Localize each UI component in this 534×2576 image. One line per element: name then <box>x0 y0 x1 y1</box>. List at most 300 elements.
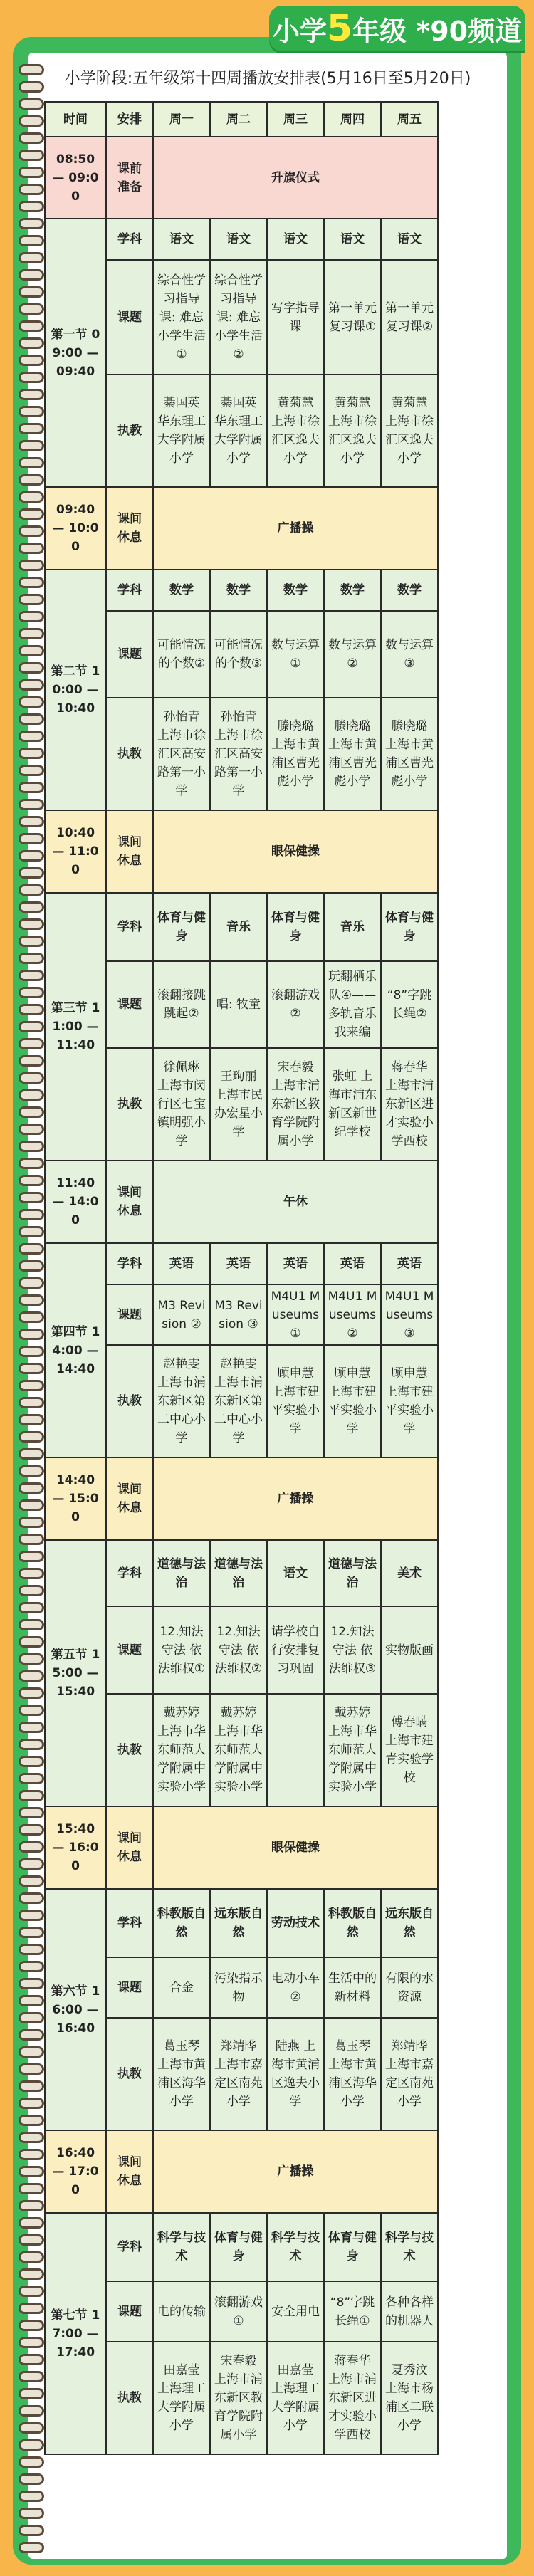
topic-cell: “8”字跳长绳① <box>324 2281 381 2342</box>
teacher-cell: 赵艳雯 上海市浦东新区第二中心小学 <box>153 1345 210 1457</box>
time-cell: 15:40 — 16:00 <box>45 1806 106 1889</box>
schedule-table <box>44 101 439 2455</box>
binder-ring <box>19 1875 44 1887</box>
binder-ring <box>19 936 44 947</box>
subject-cell: 英语 <box>381 1243 438 1284</box>
subject-cell: 语文 <box>324 219 381 260</box>
binder-ring <box>19 201 44 212</box>
binder-ring <box>19 1380 44 1391</box>
binder-ring <box>19 2046 44 2058</box>
row-label-topic: 课题 <box>106 260 153 375</box>
binder-ring <box>19 1807 44 1818</box>
binder-ring <box>19 2337 44 2348</box>
teacher-cell: 郑靖晔 上海市嘉定区南苑小学 <box>210 2018 267 2130</box>
row-label-subject: 学科 <box>106 2213 153 2281</box>
break-content: 眼保健操 <box>153 1806 438 1889</box>
subject-cell: 体育与健身 <box>153 893 210 961</box>
teacher-cell: 田嘉莹 上海理工大学附属小学 <box>153 2342 210 2454</box>
binder-ring <box>19 2422 44 2434</box>
topic-cell: 实物版画 <box>381 1606 438 1694</box>
topic-cell: 请学校自行安排复习巩固 <box>267 1606 324 1694</box>
binder-ring <box>19 2012 44 2023</box>
topic-cell: M3 Revision ③ <box>210 1284 267 1345</box>
binder-ring <box>19 1841 44 1853</box>
subject-cell: 语文 <box>153 219 210 260</box>
subject-cell: 英语 <box>153 1243 210 1284</box>
binder-ring <box>19 1602 44 1613</box>
break-content: 眼保健操 <box>153 810 438 893</box>
binder-ring <box>19 987 44 998</box>
binder-ring <box>19 252 44 263</box>
header-cell: 时间 <box>45 102 106 137</box>
header-cell: 周四 <box>324 102 381 137</box>
break-content: 午休 <box>153 1161 438 1243</box>
teacher-cell: 顾申慧 上海市建平实验小学 <box>267 1345 324 1457</box>
teacher-cell: 黄菊慧 上海市徐汇区逸夫小学 <box>324 375 381 487</box>
binder-ring <box>19 1226 44 1237</box>
teacher-cell: 孙怡青 上海市徐汇区高安路第一小学 <box>210 698 267 810</box>
binder-ring <box>19 1687 44 1699</box>
period-subject-row <box>45 2213 438 2281</box>
header-cell: 周一 <box>153 102 210 137</box>
subject-cell: 科教版自然 <box>324 1889 381 1957</box>
binder-ring <box>19 457 44 468</box>
teacher-cell: 孙怡青 上海市徐汇区高安路第一小学 <box>153 698 210 810</box>
binder-ring <box>19 235 44 246</box>
badge-prefix: 小学 <box>272 16 327 47</box>
binder-ring <box>19 1448 44 1460</box>
subject-cell: 英语 <box>267 1243 324 1284</box>
row-label-teacher: 执教 <box>106 1345 153 1457</box>
binder-ring <box>19 355 44 366</box>
break-row <box>45 810 438 893</box>
binder-ring <box>19 2063 44 2075</box>
binder-ring <box>19 1106 44 1118</box>
teacher-cell: 黄菊慧 上海市徐汇区逸夫小学 <box>381 375 438 487</box>
row-label-topic: 课题 <box>106 961 153 1048</box>
binder-ring <box>19 2405 44 2417</box>
binder-ring <box>19 150 44 161</box>
row-label-subject: 学科 <box>106 1243 153 1284</box>
break-row <box>45 1457 438 1540</box>
binder-ring <box>19 303 44 315</box>
topic-cell: M4U1 Museums② <box>324 1284 381 1345</box>
binder-ring <box>19 491 44 503</box>
binder-ring <box>19 1363 44 1374</box>
teacher-cell: 戴苏婷 上海市华东师范大学附属中实验小学 <box>153 1694 210 1806</box>
binder-ring <box>19 2149 44 2160</box>
teacher-cell: 戴苏婷 上海市华东师范大学附属中实验小学 <box>324 1694 381 1806</box>
binder-ring <box>19 269 44 281</box>
binder-ring <box>19 1824 44 1836</box>
binder-ring <box>19 731 44 742</box>
binder-ring <box>19 2115 44 2126</box>
binder-ring <box>19 2508 44 2519</box>
binder-ring <box>19 406 44 417</box>
binder-ring <box>19 1636 44 1648</box>
time-cell: 09:40 — 10:00 <box>45 487 106 570</box>
subject-cell: 数学 <box>267 570 324 611</box>
row-label-topic: 课题 <box>106 2281 153 2342</box>
teacher-cell <box>267 1694 324 1806</box>
binder-ring <box>19 184 44 195</box>
topic-cell: 生活中的新材料 <box>324 1957 381 2018</box>
binder-ring <box>19 850 44 862</box>
binder-ring <box>19 662 44 674</box>
row-label-teacher: 执教 <box>106 1694 153 1806</box>
ceremony-content: 升旗仪式 <box>153 137 438 219</box>
badge-suffix: 年级 *90频道 <box>352 16 523 47</box>
binder-ring <box>19 1670 44 1682</box>
period-label: 第七节 17:00 — 17:40 <box>45 2213 106 2454</box>
period-subject-row <box>45 893 438 961</box>
topic-cell: 唱: 牧童 <box>210 961 267 1048</box>
binder-ring <box>19 2320 44 2331</box>
binder-ring <box>19 1858 44 1870</box>
subject-cell: 体育与健身 <box>267 893 324 961</box>
period-label: 第二节 10:00 — 10:40 <box>45 570 106 810</box>
teacher-cell: 张虹 上海市浦东新区新世纪学校 <box>324 1048 381 1161</box>
row-label-subject: 学科 <box>106 893 153 961</box>
period-label: 第四节 14:00 — 14:40 <box>45 1243 106 1457</box>
teacher-cell: 宋春毅 上海市浦东新区教育学院附属小学 <box>267 1048 324 1161</box>
binder-ring <box>19 645 44 656</box>
row-label-subject: 学科 <box>106 1540 153 1606</box>
time-cell: 11:40 — 14:00 <box>45 1161 106 1243</box>
plan-cell: 课间 休息 <box>106 810 153 893</box>
binder-ring <box>19 1910 44 1921</box>
binder-ring <box>19 423 44 434</box>
period-subject-row <box>45 1243 438 1284</box>
period-label: 第五节 15:00 — 15:40 <box>45 1540 106 1806</box>
binder-ring <box>19 901 44 913</box>
binder-ring <box>19 628 44 639</box>
teacher-cell: 蒋春华 上海市浦东新区进才实验小学西校 <box>381 1048 438 1161</box>
subject-cell: 语文 <box>210 219 267 260</box>
binder-ring <box>19 696 44 708</box>
binder-ring <box>19 1499 44 1511</box>
row-label-teacher: 执教 <box>106 2342 153 2454</box>
row-label-topic: 课题 <box>106 611 153 698</box>
row-label-topic: 课题 <box>106 1957 153 2018</box>
header-row <box>45 102 438 137</box>
topic-cell: 第一单元复习课① <box>324 260 381 375</box>
binder-ring <box>19 1243 44 1255</box>
subject-cell: 语文 <box>267 1540 324 1606</box>
teacher-cell: 陆燕 上海市黄浦区逸夫小学 <box>267 2018 324 2130</box>
header-cell: 周五 <box>381 102 438 137</box>
subject-cell: 英语 <box>324 1243 381 1284</box>
plan-cell: 课间 休息 <box>106 2130 153 2213</box>
subject-cell: 体育与健身 <box>210 2213 267 2281</box>
period-label: 第一节 09:00 — 09:40 <box>45 219 106 487</box>
plan-cell: 课间 休息 <box>106 1806 153 1889</box>
binder-ring <box>19 2251 44 2263</box>
binder-ring <box>19 918 44 930</box>
row-label-topic: 课题 <box>106 1606 153 1694</box>
binder-ring <box>19 2388 44 2399</box>
binder-ring <box>19 2217 44 2229</box>
subject-cell: 英语 <box>210 1243 267 1284</box>
teacher-cell: 滕晓璐 上海市黄浦区曹光彪小学 <box>381 698 438 810</box>
topic-cell: 各种各样的机器人 <box>381 2281 438 2342</box>
teacher-cell: 徐佩琳 上海市闵行区七宝镇明强小学 <box>153 1048 210 1161</box>
topic-cell: “8”字跳长绳② <box>381 961 438 1048</box>
topic-cell: 综合性学习指导课: 难忘小学生活② <box>210 260 267 375</box>
break-content: 广播操 <box>153 1457 438 1540</box>
topic-cell: 可能情况的个数③ <box>210 611 267 698</box>
binder-ring <box>19 2525 44 2536</box>
break-row <box>45 1806 438 1889</box>
binder-ring <box>19 525 44 537</box>
subject-cell: 数学 <box>381 570 438 611</box>
page-title: 小学阶段:五年级第十四周播放安排表(5月16日至5月20日) <box>64 70 471 88</box>
binder-ring <box>19 1141 44 1152</box>
topic-cell: 合金 <box>153 1957 210 2018</box>
break-content: 广播操 <box>153 487 438 570</box>
topic-cell: 电的传输 <box>153 2281 210 2342</box>
teacher-cell: 顾申慧 上海市建平实验小学 <box>324 1345 381 1457</box>
row-label-topic: 课题 <box>106 1284 153 1345</box>
binder-ring <box>19 1072 44 1084</box>
binder-ring <box>19 1431 44 1443</box>
teacher-cell: 葛玉琴 上海市黄浦区海华小学 <box>324 2018 381 2130</box>
plan-cell: 课前 准备 <box>106 137 153 219</box>
subject-cell: 数学 <box>153 570 210 611</box>
binder-ring <box>19 1619 44 1630</box>
binder-ring <box>19 577 44 588</box>
binder-ring <box>19 1021 44 1032</box>
subject-cell: 劳动技术 <box>267 1889 324 1957</box>
subject-cell: 远东版自然 <box>381 1889 438 1957</box>
topic-cell: 12.知法守法 依法维权③ <box>324 1606 381 1694</box>
binder-ring <box>19 1346 44 1357</box>
binder-ring <box>19 1294 44 1306</box>
subject-cell: 科学与技术 <box>381 2213 438 2281</box>
binder-ring <box>19 218 44 229</box>
binder-ring <box>19 2371 44 2382</box>
binder-ring <box>19 765 44 776</box>
binder-ring <box>19 2234 44 2246</box>
row-label-teacher: 执教 <box>106 375 153 487</box>
binder-ring <box>19 320 44 332</box>
binder-ring <box>19 1482 44 1494</box>
time-cell: 10:40 — 11:00 <box>45 810 106 893</box>
subject-cell: 音乐 <box>324 893 381 961</box>
binder-ring <box>19 2098 44 2109</box>
plan-cell: 课间 休息 <box>106 1457 153 1540</box>
binder-ring <box>19 713 44 725</box>
binder-ring <box>19 337 44 349</box>
topic-cell: 12.知法守法 依法维权② <box>210 1606 267 1694</box>
binder-ring <box>19 372 44 383</box>
binder-ring <box>19 286 44 298</box>
binder-ring <box>19 1944 44 1955</box>
binder-ring <box>19 2200 44 2211</box>
subject-cell: 体育与健身 <box>324 2213 381 2281</box>
badge-grade: 5 <box>326 7 353 50</box>
teacher-cell: 田嘉莹 上海理工大学附属小学 <box>267 2342 324 2454</box>
break-content: 广播操 <box>153 2130 438 2213</box>
binder-ring <box>19 1978 44 1989</box>
topic-cell: 数与运算③ <box>381 611 438 698</box>
binder-ring <box>19 2491 44 2502</box>
subject-cell: 语文 <box>381 219 438 260</box>
binder-ring <box>19 1277 44 1289</box>
teacher-cell: 戴苏婷 上海市华东师范大学附属中实验小学 <box>210 1694 267 1806</box>
topic-cell: 可能情况的个数② <box>153 611 210 698</box>
teacher-cell: 顾申慧 上海市建平实验小学 <box>381 1345 438 1457</box>
binder-ring <box>19 748 44 759</box>
binder-ring <box>19 833 44 844</box>
teacher-cell: 綦国英 华东理工大学附属小学 <box>153 375 210 487</box>
teacher-cell: 傅春瞒 上海市建青实验学校 <box>381 1694 438 1806</box>
binder-ring <box>19 1961 44 1972</box>
topic-cell: 有限的水资源 <box>381 1957 438 2018</box>
plan-cell: 课间 休息 <box>106 487 153 570</box>
binder-ring <box>19 1739 44 1750</box>
period-label: 第三节 11:00 — 11:40 <box>45 893 106 1161</box>
binder-ring <box>19 2132 44 2143</box>
row-label-teacher: 执教 <box>106 2018 153 2130</box>
binder-ring <box>19 1568 44 1579</box>
teacher-cell: 赵艳雯 上海市浦东新区第二中心小学 <box>210 1345 267 1457</box>
binder-ring <box>19 1892 44 1904</box>
topic-cell: 数与运算② <box>324 611 381 698</box>
binder-ring <box>19 1517 44 1528</box>
binder-ring <box>19 884 44 896</box>
binder-ring <box>19 2080 44 2092</box>
binder-ring <box>19 132 44 144</box>
topic-cell: 数与运算① <box>267 611 324 698</box>
teacher-cell: 王珣丽 上海市民办宏星小学 <box>210 1048 267 1161</box>
binder-ring <box>19 867 44 879</box>
binder-ring <box>19 594 44 605</box>
binder-ring <box>19 1158 44 1169</box>
binder-ring <box>19 2542 44 2553</box>
binder-ring <box>19 2439 44 2451</box>
plan-cell: 课间 休息 <box>106 1161 153 1243</box>
binder-ring <box>19 2029 44 2041</box>
binder-ring <box>19 508 44 520</box>
binder-ring <box>19 1995 44 2006</box>
teacher-cell: 郑靖晔 上海市嘉定区南苑小学 <box>381 2018 438 2130</box>
ceremony-row <box>45 137 438 219</box>
topic-cell: 安全用电 <box>267 2281 324 2342</box>
binder-ring <box>19 2456 44 2468</box>
binder-ring <box>19 1534 44 1545</box>
binder-ring <box>19 2303 44 2314</box>
binder-ring <box>19 1089 44 1101</box>
binder-ring <box>19 611 44 622</box>
break-row <box>45 1161 438 1243</box>
header-cell: 周二 <box>210 102 267 137</box>
channel-badge <box>269 6 525 51</box>
subject-cell: 音乐 <box>210 893 267 961</box>
time-cell: 16:40 — 17:00 <box>45 2130 106 2213</box>
binder-ring <box>19 1397 44 1408</box>
subject-cell: 道德与法治 <box>324 1540 381 1606</box>
binder-ring <box>19 543 44 554</box>
subject-cell: 美术 <box>381 1540 438 1606</box>
binder-ring <box>19 1004 44 1015</box>
topic-cell: M4U1 Museums③ <box>381 1284 438 1345</box>
binder-ring <box>19 2166 44 2177</box>
binder-ring <box>19 1756 44 1767</box>
binder-ring <box>19 167 44 178</box>
binder-ring <box>19 1175 44 1186</box>
binder-ring <box>19 799 44 810</box>
period-subject-row <box>45 570 438 611</box>
binder-ring <box>19 1790 44 1801</box>
period-label: 第六节 16:00 — 16:40 <box>45 1889 106 2130</box>
period-subject-row <box>45 1540 438 1606</box>
binder-ring <box>19 970 44 981</box>
row-label-teacher: 执教 <box>106 698 153 810</box>
binder-ring <box>19 2286 44 2297</box>
binder-ring <box>19 1722 44 1733</box>
binder-ring <box>19 1124 44 1135</box>
binder-ring <box>19 389 44 400</box>
subject-cell: 科教版自然 <box>153 1889 210 1957</box>
topic-cell: 玩翻栖乐队④——多轨音乐我来编 <box>324 961 381 1048</box>
topic-cell: 电动小车② <box>267 1957 324 2018</box>
binder-ring <box>19 1055 44 1067</box>
binder-ring <box>19 1038 44 1049</box>
binder-ring <box>19 1311 44 1323</box>
binder-ring <box>19 1773 44 1784</box>
binder-ring <box>19 1209 44 1220</box>
row-label-teacher: 执教 <box>106 1048 153 1161</box>
topic-cell: 写字指导课 <box>267 260 324 375</box>
teacher-cell: 宋春毅 上海市浦东新区教育学院附属小学 <box>210 2342 267 2454</box>
topic-cell: M3 Revision ② <box>153 1284 210 1345</box>
binder-ring <box>19 2183 44 2194</box>
binder-ring <box>19 560 44 571</box>
teacher-cell: 葛玉琴 上海市黄浦区海华小学 <box>153 2018 210 2130</box>
topic-cell: 滚翻游戏① <box>210 2281 267 2342</box>
subject-cell: 科学与技术 <box>153 2213 210 2281</box>
binder-ring <box>19 679 44 691</box>
period-subject-row <box>45 1889 438 1957</box>
teacher-cell: 滕晓璐 上海市黄浦区曹光彪小学 <box>324 698 381 810</box>
subject-cell: 科学与技术 <box>267 2213 324 2281</box>
teacher-cell: 滕晓璐 上海市黄浦区曹光彪小学 <box>267 698 324 810</box>
binder-ring <box>19 1705 44 1716</box>
binder-ring <box>19 98 44 110</box>
row-label-subject: 学科 <box>106 570 153 611</box>
topic-cell: 综合性学习指导课: 难忘小学生活① <box>153 260 210 375</box>
time-cell: 08:50 — 09:00 <box>45 137 106 219</box>
binder-ring <box>19 1414 44 1425</box>
binder-ring <box>19 2473 44 2485</box>
period-subject-row <box>45 219 438 260</box>
binder-ring <box>19 1465 44 1477</box>
time-cell: 14:40 — 15:00 <box>45 1457 106 1540</box>
row-label-subject: 学科 <box>106 219 153 260</box>
binder-ring <box>19 1260 44 1272</box>
binder-ring <box>19 1653 44 1665</box>
binder-ring <box>19 1585 44 1596</box>
binder-ring <box>19 474 44 486</box>
binder-ring <box>19 440 44 451</box>
teacher-cell: 夏秀汶 上海市杨浦区二联小学 <box>381 2342 438 2454</box>
header-cell: 安排 <box>106 102 153 137</box>
topic-cell: 滚翻游戏② <box>267 961 324 1048</box>
binder-ring <box>19 782 44 793</box>
subject-cell: 远东版自然 <box>210 1889 267 1957</box>
binder-ring <box>19 1551 44 1562</box>
